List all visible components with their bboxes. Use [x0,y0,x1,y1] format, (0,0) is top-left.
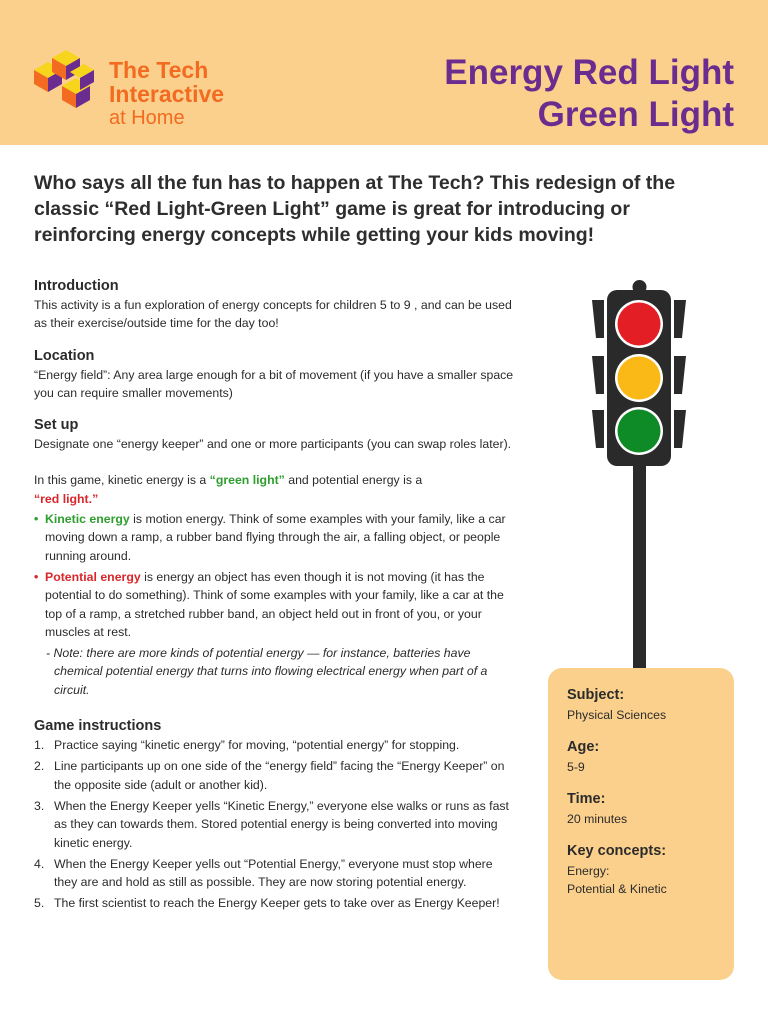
red-lamp [618,303,661,346]
green-light-term: “green light” [209,473,285,488]
key-concepts-value-1: Energy: [567,864,610,878]
step-text: Line participants up on one side of the “energy field” facing the “Energy Keeper” on the opposite side (adult or another kid). [54,759,505,792]
list-item [34,510,514,565]
potential-energy-text: is energy an object has even though it is not moving (it has the potential to do something). Think of some examples with your family, like a car at the top of a ramp, a stretched rubber band, an object held out in front of you, or your muscles at rest. [45,569,504,639]
subject-label: Subject: [567,687,625,703]
visor-left-bottom [592,410,604,448]
energy-rule-part-a: In this game, kinetic energy is a [34,473,210,488]
list-item [34,568,514,641]
bullet-green-dot: • [34,512,39,527]
list-item [34,855,514,892]
brand-line-1: The Tech [109,57,209,83]
brand-line-3: at Home [109,107,185,129]
lead-paragraph: Who says all the fun has to happen at The Tech? This redesign of the classic “Red Light-Green Light” game is great for introducing or reinforcing energy concepts while getting your kids moving! [34,172,676,246]
energy-definitions-list [34,510,514,641]
step-number: 3. [34,798,45,813]
time-value: 20 minutes [567,812,628,826]
visor-right-top [674,300,686,338]
yellow-lamp [618,357,661,400]
setup-text: Designate one “energy keeper” and one or more participants (you can swap roles later). [34,437,512,452]
step-number: 5. [34,896,45,911]
section-location [34,347,514,403]
key-concepts-info [567,842,715,898]
energy-rule-text [34,471,514,508]
header-band [0,0,768,145]
location-text: “Energy field”: Any area large enough for a bit of movement (if you have a smaller space you can require smaller movements) [34,367,514,400]
step-text: When the Energy Keeper yells “Kinetic Energy,” everyone else walks or runs as fast as they can towards them. Stored potential energy is being converted into moving kinetic energy. [54,798,509,850]
page-title [444,52,734,136]
introduction-text: This activity is a fun exploration of energy concepts for children 5 to 9 , and can be used as their exercise/outside time for the day too! [34,298,512,331]
list-item [34,757,514,794]
game-steps-list [34,736,514,913]
traffic-light-pole [633,461,646,676]
step-text: The first scientist to reach the Energy Keeper gets to take over as Energy Keeper! [54,896,500,911]
title-line-1: Energy Red Light [444,53,734,92]
list-item [34,736,514,754]
activity-info-card [548,668,734,980]
step-number: 1. [34,738,45,753]
key-concepts-value-2: Potential & Kinetic [567,882,667,896]
setup-heading: Set up [34,417,79,434]
subject-value: Physical Sciences [567,708,667,722]
step-text: When the Energy Keeper yells out “Potential Energy,” everyone must stop where they are and hold as still as possible. They are now storing potential energy. [54,856,493,890]
brand-name [109,58,224,130]
age-value: 5-9 [567,760,585,774]
subject-info [567,686,715,724]
main-content [34,277,514,927]
tech-interactive-logo-icon [30,48,98,112]
title-line-2: Green Light [537,95,734,134]
section-game-instructions [34,717,514,913]
introduction-heading: Introduction [34,278,119,294]
red-light-term: “red light.” [34,491,99,506]
game-instructions-heading: Game instructions [34,718,162,735]
time-info [567,790,715,828]
step-text: Practice saying “kinetic energy” for moving, “potential energy” for stopping. [54,738,460,753]
section-setup [34,416,514,699]
key-concepts-label: Key concepts: [567,843,667,859]
kinetic-energy-text: is motion energy. Think of some examples with your family, like a car moving down a ramp, a rubber band flying through the air, a falling object, or people running around. [45,512,506,563]
age-info [567,738,715,776]
list-item [34,797,514,852]
green-lamp [618,410,661,453]
step-number: 2. [34,759,45,774]
step-number: 4. [34,856,45,871]
time-label: Time: [567,791,606,807]
list-item [34,894,514,912]
visor-right-middle [674,356,686,394]
visor-left-top [592,300,604,338]
visor-left-middle [592,356,604,394]
brand-line-2: Interactive [109,81,225,107]
traffic-light-icon [590,276,690,676]
kinetic-energy-term: Kinetic energy [45,512,130,527]
visor-right-bottom [674,410,686,448]
potential-energy-note: - Note: there are more kinds of potential energy — for instance, batteries have chemical potential energy that turns into flowing electrical energy when part of a circuit. [46,646,488,697]
location-heading: Location [34,347,95,364]
energy-rule-part-b: and potential energy is a [284,473,423,488]
bullet-red-dot: • [34,569,39,584]
potential-energy-term: Potential energy [45,569,141,584]
section-introduction [34,277,514,333]
age-label: Age: [567,739,600,755]
